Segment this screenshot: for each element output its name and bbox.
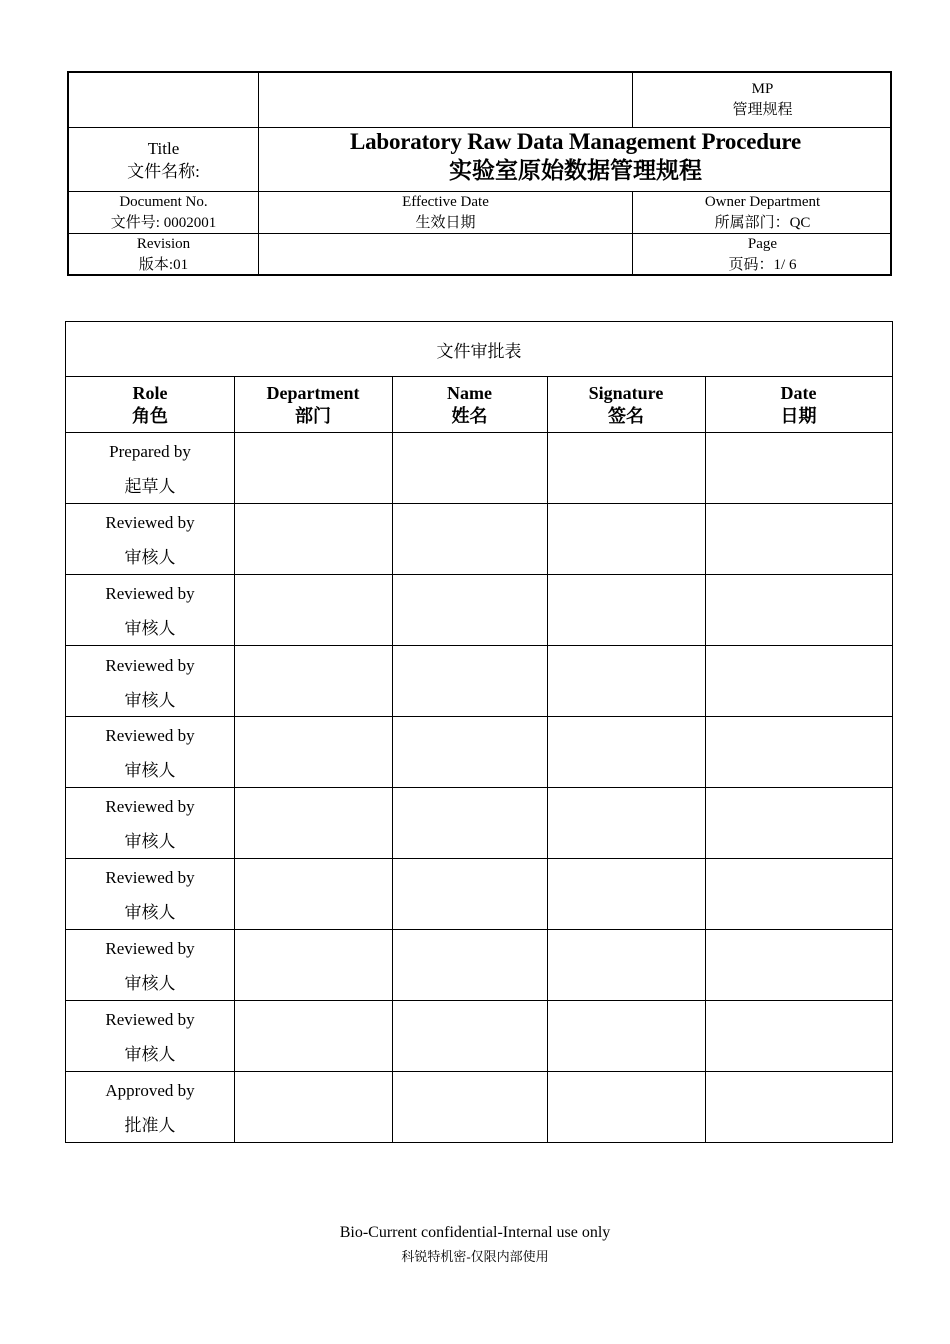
role-en: Approved by — [105, 1081, 195, 1100]
effective-date-cn: 生效日期 — [415, 214, 476, 231]
role-cell-prepared — [66, 432, 234, 503]
col-header-date — [705, 377, 892, 433]
col-header-en: Signature — [588, 383, 664, 403]
title-label-en: Title — [147, 138, 180, 158]
role-en: Reviewed by — [105, 656, 195, 675]
role-cell-reviewed — [66, 645, 234, 716]
role-en: Reviewed by — [105, 939, 195, 958]
role-en: Reviewed by — [105, 513, 195, 532]
role-cn: 审核人 — [124, 974, 176, 993]
document-title-en: Laboratory Raw Data Management Procedure — [349, 129, 802, 154]
owner-dept-value: 所属部门：QC — [714, 214, 811, 231]
approval-table-title: 文件审批表 — [436, 342, 522, 361]
col-header-name — [392, 377, 547, 433]
role-en: Reviewed by — [105, 1010, 195, 1029]
doc-type-cell — [633, 73, 892, 127]
document-header-table — [67, 71, 892, 276]
effective-date-cell — [259, 192, 632, 233]
role-en: Prepared by — [109, 442, 191, 461]
role-cell-reviewed — [66, 503, 234, 574]
col-header-department — [234, 377, 392, 433]
col-header-role — [66, 377, 234, 433]
footer-confidential-cn: 科锐特机密-仅限内部使用 — [401, 1249, 549, 1264]
col-header-cn: 角色 — [132, 406, 168, 426]
col-header-cn: 日期 — [780, 406, 817, 426]
col-header-signature — [547, 377, 705, 433]
revision-value: 版本:01 — [138, 257, 189, 273]
role-cell-reviewed — [66, 929, 234, 1000]
role-cn: 起草人 — [124, 477, 176, 496]
role-en: Reviewed by — [105, 797, 195, 816]
col-header-en: Department — [266, 383, 360, 403]
revision-cell — [69, 234, 258, 276]
role-cell-reviewed — [66, 574, 234, 645]
col-header-en: Name — [447, 383, 492, 403]
page-label: Page — [747, 236, 778, 252]
effective-date-label: Effective Date — [402, 193, 489, 210]
col-header-en: Date — [780, 383, 817, 403]
doc-no-label: Document No. — [119, 193, 208, 210]
doc-type-cn: 管理规程 — [732, 102, 793, 118]
approval-col-divider — [392, 376, 393, 1142]
title-label-cell — [69, 128, 258, 191]
role-cn: 审核人 — [124, 691, 176, 710]
revision-label: Revision — [136, 236, 191, 252]
document-title-cn: 实验室原始数据管理规程 — [449, 158, 702, 183]
approval-col-divider — [705, 376, 706, 1142]
footer-confidential-en: Bio-Current confidential-Internal use only — [339, 1224, 611, 1241]
approval-col-divider — [547, 376, 548, 1142]
col-header-cn: 签名 — [608, 406, 644, 426]
page-value: 页码：1/ 6 — [728, 257, 797, 273]
role-cn: 审核人 — [124, 619, 176, 638]
role-en: Reviewed by — [105, 726, 195, 745]
approval-table — [65, 321, 893, 1143]
approval-col-divider — [234, 376, 235, 1142]
col-header-cn: 姓名 — [451, 406, 488, 426]
role-en: Reviewed by — [105, 868, 195, 887]
role-cn: 批准人 — [124, 1116, 176, 1135]
role-cell-reviewed — [66, 787, 234, 858]
role-cell-reviewed — [66, 1000, 234, 1071]
role-cell-reviewed — [66, 858, 234, 929]
doc-no-cell — [69, 192, 258, 233]
role-cell-reviewed — [66, 716, 234, 787]
role-cn: 审核人 — [124, 548, 176, 567]
role-cn: 审核人 — [124, 832, 176, 851]
role-cn: 审核人 — [124, 903, 176, 922]
title-cell — [259, 123, 892, 191]
role-en: Reviewed by — [105, 584, 195, 603]
owner-dept-cell — [633, 192, 892, 233]
owner-dept-label: Owner Department — [704, 193, 821, 210]
col-header-cn: 部门 — [295, 406, 331, 426]
role-cn: 审核人 — [124, 1045, 176, 1064]
role-cn: 审核人 — [124, 761, 176, 780]
doc-no-value: 文件号: 0002001 — [110, 214, 217, 231]
col-header-en: Role — [132, 383, 168, 403]
role-cell-approved — [66, 1071, 234, 1142]
doc-type-code: MP — [751, 81, 774, 97]
title-label-cn: 文件名称: — [127, 161, 200, 181]
page-cell — [633, 234, 892, 276]
